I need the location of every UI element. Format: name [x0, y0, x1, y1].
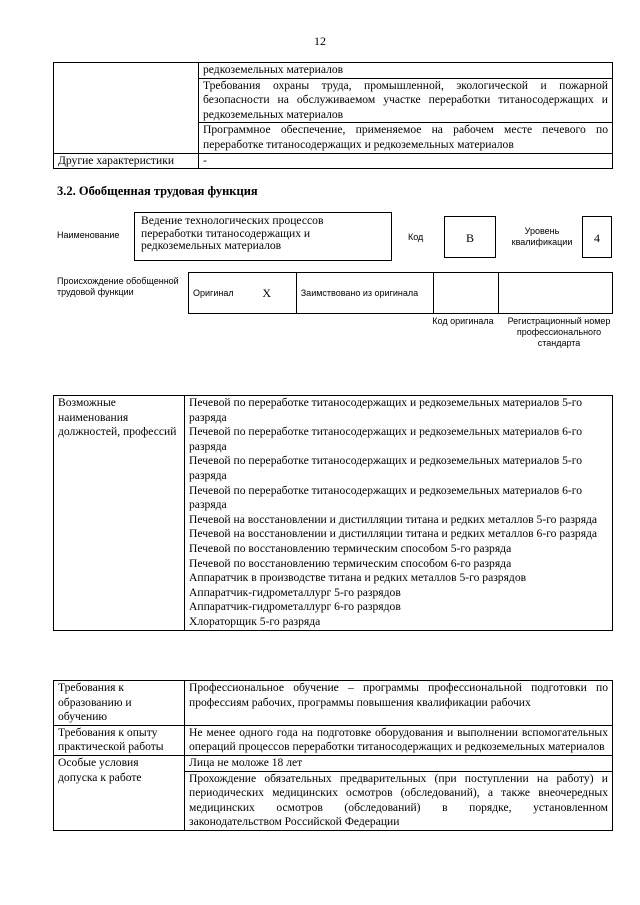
- table-row: [189, 273, 613, 314]
- code-original-caption: Код оригинала: [432, 316, 494, 326]
- profession-item: Хлораторщик 5-го разряда: [189, 614, 321, 628]
- profession-item: Печевой на восстановлении и дистилляции титана и редких металлов 5-го разряда: [189, 512, 598, 526]
- borrowed-label: Заимствовано из оригинала: [296, 273, 433, 314]
- requirement-value: Лица не моложе 18 лет: [185, 755, 613, 771]
- profession-item: Печевой по переработке титаносодержащих и редкоземельных материалов 5-го разряда: [189, 396, 583, 424]
- profession-item: Печевой на восстановлении и дистилляции титана и редких металлов 6-го разряда: [189, 527, 598, 541]
- origin-label: Происхождение обобщенной трудовой функции: [57, 276, 179, 297]
- level-label: Уровень квалификации: [511, 226, 573, 247]
- profession-item: Аппаратчик-гидрометаллург 6-го разрядов: [189, 600, 401, 614]
- profession-item: Печевой по переработке титаносодержащих и редкоземельных материалов 6-го разряда: [189, 483, 583, 512]
- table-cell-value: редкоземельных материалов: [199, 63, 613, 79]
- table-cell-value: Требования охраны труда, промышленной, экологической и пожарной безопасности на обслуживаемом участке переработки титаносодержащих и редкоземельных материалов: [199, 78, 613, 123]
- table-row: [54, 681, 613, 726]
- professions-list: [185, 396, 613, 631]
- reg-number-cell: [499, 273, 613, 314]
- table-cell-label: Другие характеристики: [54, 153, 199, 169]
- section-heading: 3.2. Обобщенная трудовая функция: [57, 184, 258, 198]
- profession-item: Аппаратчик-гидрометаллург 5-го разрядов: [189, 585, 401, 599]
- table-row: [54, 63, 613, 79]
- original-mark: X: [258, 273, 296, 314]
- profession-item: Печевой по восстановлению термическим способом 5-го разряда: [189, 541, 512, 555]
- original-label: Оригинал: [189, 273, 259, 314]
- name-label: Наименование: [57, 230, 120, 240]
- professions-label: Возможные наименования должностей, профессий: [54, 396, 185, 631]
- code-value: В: [465, 231, 474, 245]
- profession-item: Печевой по переработке титаносодержащих и редкоземельных материалов 5-го разряда: [189, 454, 583, 482]
- requirement-value: Прохождение обязательных предварительных (при поступлении на работу) и периодических медицинских осмотров (обследований), а также внеочередных медицинских осмотров (обследований) в порядке, установленном законодательством Российской Федерации: [185, 771, 613, 830]
- top-characteristics-table: [53, 62, 613, 169]
- requirement-value: Профессиональное обучение – программы профессиональной подготовки по профессиям рабочих, программы повышения квалификации рабочих: [185, 681, 613, 726]
- profession-item: Печевой по переработке титаносодержащих и редкоземельных материалов 6-го разряда: [189, 425, 583, 453]
- requirement-label: Требования к опыту практической работы: [54, 725, 185, 755]
- table-cell-label: [54, 63, 199, 154]
- table-row: [54, 153, 613, 169]
- table-row: [54, 725, 613, 755]
- code-label: Код: [408, 232, 424, 242]
- table-row: [54, 755, 613, 771]
- level-box: [582, 216, 612, 258]
- profession-item: Печевой по восстановлению термическим способом 6-го разряда: [189, 556, 512, 570]
- level-value: 4: [594, 231, 600, 245]
- code-original-cell: [433, 273, 498, 314]
- table-cell-value: Программное обеспечение, применяемое на рабочем месте печевого по переработке титаносодержащих и редкоземельных материалов: [199, 123, 613, 153]
- reg-number-caption: Регистрационный номер профессионального стандарта: [507, 316, 611, 348]
- professions-table: [53, 395, 613, 631]
- page-number: 12: [314, 34, 326, 48]
- table-cell-value: -: [199, 153, 613, 169]
- code-box: [444, 216, 496, 258]
- origin-table: [188, 272, 613, 314]
- table-row: [54, 396, 613, 631]
- requirement-label: Особые условия допуска к работе: [54, 755, 185, 830]
- requirement-label: Требования к образованию и обучению: [54, 681, 185, 726]
- requirements-table: [53, 680, 613, 831]
- profession-item: Аппаратчик в производстве титана и редких металлов 5-го разрядов: [189, 571, 527, 585]
- function-name-value: Ведение технологических процессов переработки титаносодержащих и редкоземельных материалов: [141, 214, 324, 253]
- function-name-box: [134, 212, 392, 261]
- requirement-value: Не менее одного года на подготовке оборудования и выполнении вспомогательных операций процессов переработки титаносодержащих и редкоземельных материалов: [185, 725, 613, 755]
